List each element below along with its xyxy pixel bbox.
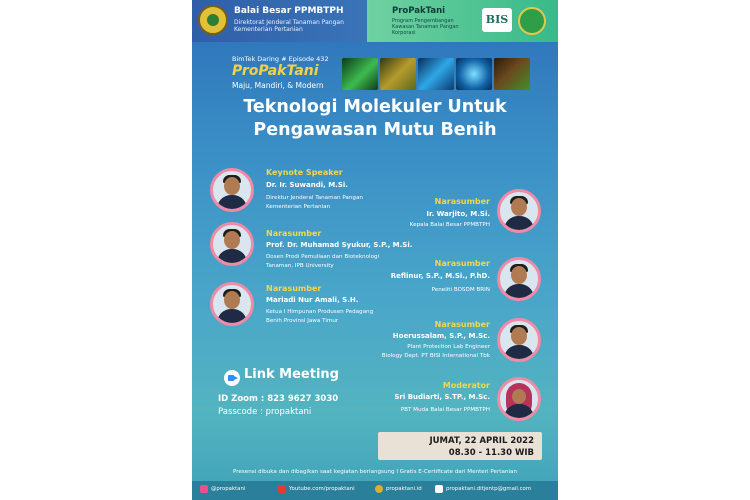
- speaker1-avatar: [497, 189, 541, 233]
- speaker5-label: Narasumber: [434, 320, 490, 329]
- ministry-seal-icon: [198, 5, 228, 35]
- partner-seal-icon: [518, 7, 546, 35]
- speaker5-avatar: [497, 318, 541, 362]
- moderator-name: Sri Budiarti, S.TP., M.Sc.: [394, 393, 490, 401]
- speaker4-role-2: Benih Provinsi Jawa Timur: [266, 318, 339, 324]
- brand-title: ProPakTani: [392, 6, 446, 16]
- speaker2-label: Narasumber: [266, 229, 322, 238]
- speaker3-role: Peneliti BOSDM BRIN: [431, 287, 490, 293]
- brand-subtitle: Program Pengembangan Kawasan Tanaman Pangan Korporasi: [392, 18, 459, 36]
- episode-label: BimTek Daring # Episode 432: [232, 55, 329, 63]
- event-title-line2: Pengawasan Mutu Benih: [253, 120, 497, 140]
- dna-photo: [342, 58, 378, 90]
- keynote-label: Keynote Speaker: [266, 168, 343, 177]
- bis-logo: BIS: [482, 8, 512, 32]
- speaker4-name: Mariadi Nur Amali, S.H.: [266, 296, 359, 304]
- cell-photo: [456, 58, 492, 90]
- instagram-handle[interactable]: @propaktani: [211, 486, 246, 492]
- speaker1-label: Narasumber: [434, 197, 490, 206]
- speaker4-label: Narasumber: [266, 284, 322, 293]
- event-title: [192, 96, 558, 142]
- web-icon: [375, 485, 383, 493]
- speaker5-name: Hoerussalam, S.P., M.Sc.: [392, 332, 490, 340]
- speaker4-role-1: Ketua I Himpunan Produsen Pedagang: [266, 309, 374, 315]
- speaker4-avatar: [210, 282, 254, 326]
- event-title-line1: Teknologi Molekuler Untuk: [243, 97, 507, 117]
- org-title: Balai Besar PPMBTPH: [234, 6, 344, 16]
- zoom-id: ID Zoom : 823 9627 3030: [218, 394, 339, 404]
- link-meeting-title: Link Meeting: [244, 367, 339, 382]
- speaker5-role-1: Plant Protection Lab Engineer: [407, 344, 490, 350]
- instagram-icon: [200, 485, 208, 493]
- speaker3-avatar: [497, 257, 541, 301]
- youtube-link[interactable]: Youtube.com/propaktani: [289, 486, 355, 492]
- speaker3-name: Reflinur, S.P., M.Si., P.hD.: [390, 272, 490, 280]
- speaker3-label: Narasumber: [434, 259, 490, 268]
- youtube-icon: [278, 485, 286, 493]
- keynote-role-1: Direktur Jenderal Tanaman Pangan: [266, 195, 363, 201]
- poster: [192, 0, 558, 500]
- speaker1-role: Kepala Balai Besar PPMBTPH: [409, 222, 490, 228]
- tagline: Maju, Mandiri, & Modern: [232, 81, 324, 90]
- keynote-avatar: [210, 168, 254, 212]
- video-camera-icon: [224, 370, 240, 386]
- photo-strip: [342, 58, 532, 90]
- speaker2-avatar: [210, 222, 254, 266]
- event-date: JUMAT, 22 APRIL 2022: [429, 436, 534, 446]
- moderator-avatar: [497, 377, 541, 421]
- website-link[interactable]: propaktani.id: [386, 486, 422, 492]
- email-icon: [435, 485, 443, 493]
- lab-photo: [418, 58, 454, 90]
- email-address[interactable]: propaktani.ditjentp@gmail.com: [446, 486, 532, 492]
- series-title: ProPakTani: [232, 63, 319, 79]
- speaker2-role-2: Tanaman, IPB University: [266, 263, 334, 269]
- speaker2-name: Prof. Dr. Muhamad Syukur, S.P., M.Si.: [266, 241, 413, 249]
- org-subtitle: Direktorat Jenderal Tanaman Pangan Kementerian Pertanian: [234, 19, 344, 33]
- speaker2-role-1: Dosen Prodi Pemuliaan dan Bioteknologi: [266, 254, 380, 260]
- keynote-name: Dr. Ir. Suwandi, M.Si.: [266, 181, 348, 189]
- grain-photo: [380, 58, 416, 90]
- seedling-photo: [494, 58, 530, 90]
- zoom-passcode: Passcode : propaktani: [218, 407, 312, 417]
- speaker1-name: Ir. Warjito, M.Si.: [426, 210, 490, 218]
- speaker5-role-2: Biology Dept. PT BISI International Tbk: [381, 353, 490, 359]
- keynote-role-2: Kementerian Pertanian: [266, 204, 331, 210]
- attendance-notice: Presensi dibuka dan dibagikan saat kegiatan berlangsung I Gratis E-Certificate dari Menteri Pertanian: [233, 469, 517, 475]
- moderator-role: PBT Muda Balai Besar PPMBTPH: [400, 407, 490, 413]
- event-time: 08.30 - 11.30 WIB: [448, 448, 534, 458]
- moderator-label: Moderator: [442, 381, 490, 390]
